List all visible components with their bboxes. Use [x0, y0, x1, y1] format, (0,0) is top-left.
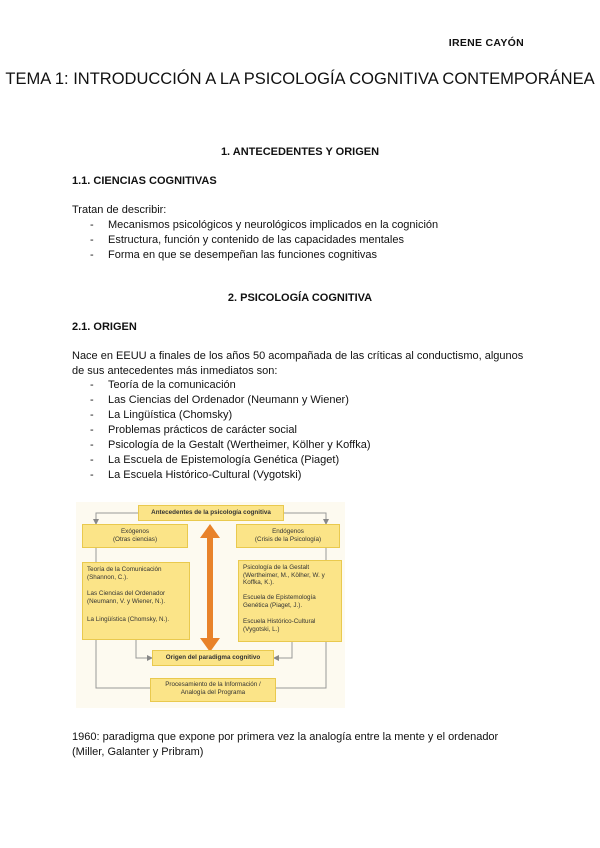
list-item: - La Escuela de Epistemología Genética (Piaget) — [72, 453, 371, 468]
diagram-right-item: Escuela de Epistemología Genética (Piaget, J.). — [243, 594, 316, 609]
exogenous-box — [82, 524, 188, 548]
diagram-left-item: La Lingüística (Chomsky, N.). — [87, 616, 170, 623]
section-heading-2: 2. PSICOLOGÍA COGNITIVA — [227, 292, 373, 304]
list-item: - La Lingüística (Chomsky) — [72, 408, 371, 423]
origin-label: Origen del paradigma cognitivo — [165, 654, 261, 661]
list-item: - Estructura, función y contenido de las capacidades mentales — [72, 233, 438, 248]
subheading-1-1: 1.1. CIENCIAS COGNITIVAS — [72, 175, 217, 187]
section-heading-1: 1. ANTECEDENTES Y ORIGEN — [220, 146, 380, 158]
exogenous-subtitle: (Otras ciencias) — [112, 535, 158, 543]
endogenous-title: Endógenos — [272, 528, 304, 535]
endogenous-box — [236, 524, 340, 548]
list-item: - Las Ciencias del Ordenador (Neumann y Wiener) — [72, 393, 371, 408]
exogenous-title: Exógenos — [120, 528, 149, 535]
list-item: - Forma en que se desempeñan las funciones cognitivas — [72, 248, 438, 263]
paragraph-intro-1: Tratan de describir: — [72, 204, 167, 216]
exogenous-list-box — [82, 562, 190, 640]
diagram-left-item: Las Ciencias del Ordenador (Neumann, V. y Wiener, N.). — [87, 590, 166, 605]
list-item: - La Escuela Histórico-Cultural (Vygotski) — [72, 468, 371, 483]
endogenous-subtitle: (Crisis de la Psicología) — [254, 535, 322, 543]
diagram-top-box — [138, 505, 284, 521]
page-title: TEMA 1: INTRODUCCIÓN A LA PSICOLOGÍA COGNITIVA CONTEMPORÁNEA — [5, 70, 595, 88]
list-item: - Psicología de la Gestalt (Wertheimer, Kölher y Koffka) — [72, 438, 371, 453]
author-name: IRENE CAYÓN — [448, 37, 524, 49]
diagram-right-item: Escuela Histórico-Cultural (Vygotski, L.) — [243, 618, 316, 633]
origin-box — [152, 650, 274, 666]
diagram-right-item: Psicología de la Gestalt (Wertheimer, M., Kölher, W. y Koffka, K.). — [243, 564, 325, 586]
footer-paragraph: 1960: paradigma que expone por primera vez la analogía entre la mente y el ordenador (Miller, Galanter y Pribram) — [72, 731, 499, 758]
processing-label: Procesamiento de la Información / Analogía del Programa — [165, 681, 261, 696]
diagram-left-item: Teoría de la Comunicación (Shannon, C.). — [87, 566, 162, 581]
diagram-antecedents — [76, 502, 345, 708]
list-antecedents — [72, 378, 371, 483]
double-arrow-icon — [200, 524, 220, 652]
subheading-2-1: 2.1. ORIGEN — [72, 321, 137, 333]
endogenous-list-box — [238, 560, 342, 642]
diagram-top-label: Antecedentes de la psicología cognitiva — [151, 509, 271, 516]
processing-box — [150, 678, 276, 702]
list-item: - Problemas prácticos de carácter social — [72, 423, 371, 438]
list-cognitive-sciences — [72, 218, 438, 263]
list-item: - Mecanismos psicológicos y neurológicos implicados en la cognición — [72, 218, 438, 233]
paragraph-intro-2: Nace en EEUU a finales de los años 50 acompañada de las críticas al conductismo, algunos de sus antecedentes más inmediatos son: — [72, 350, 524, 377]
list-item: - Teoría de la comunicación — [72, 378, 371, 393]
